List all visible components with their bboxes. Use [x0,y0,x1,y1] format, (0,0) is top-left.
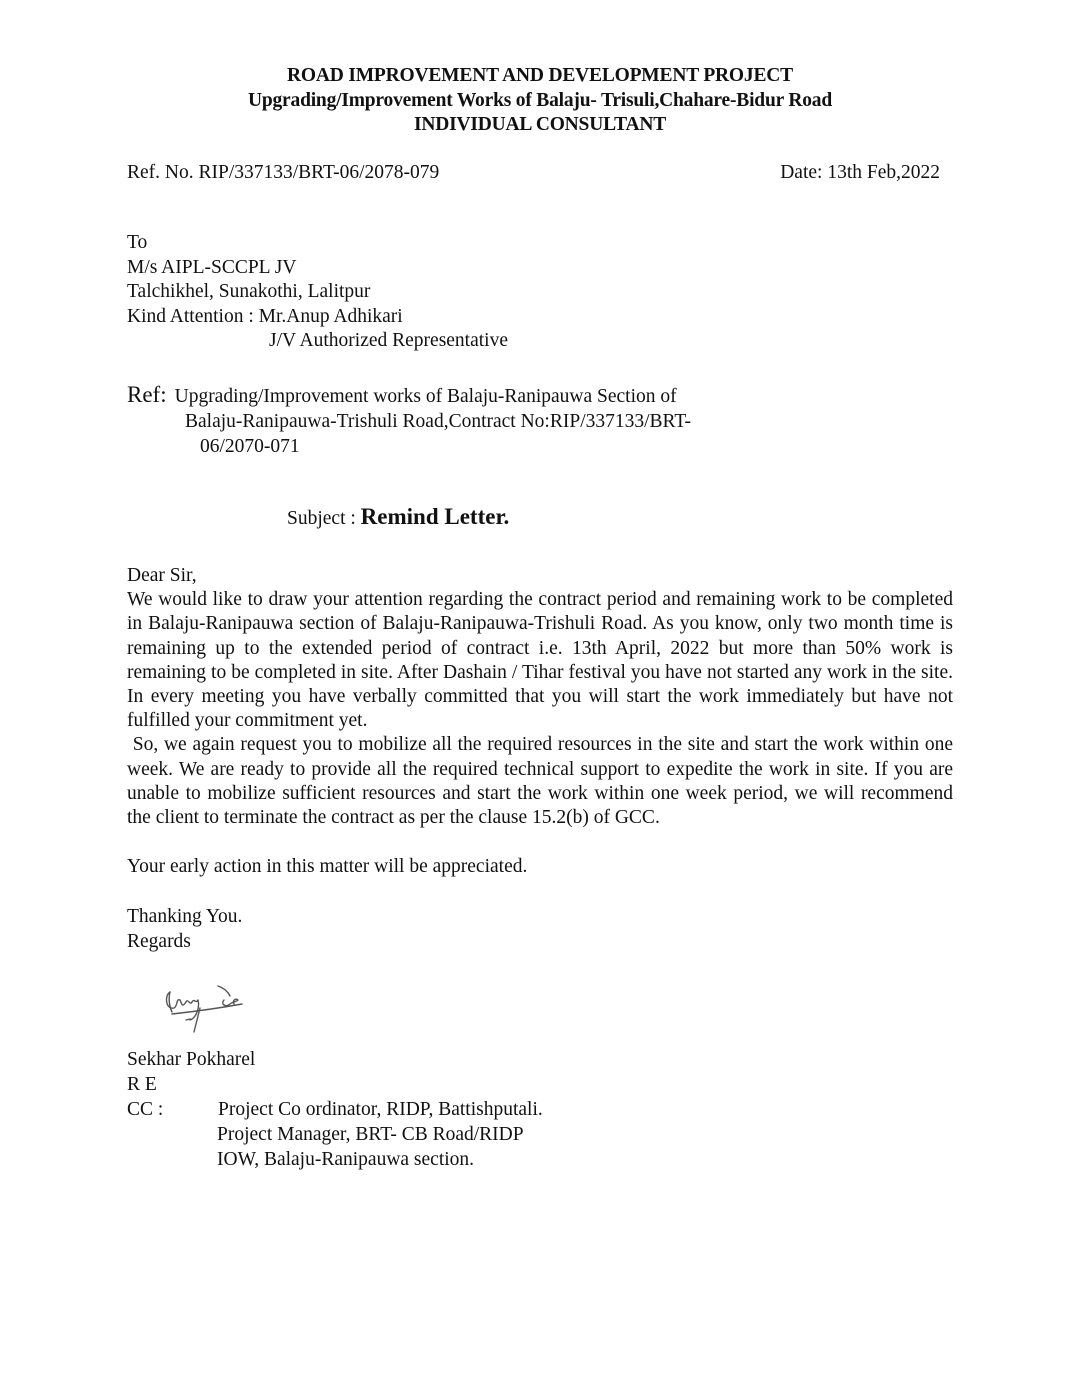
recipient-address: Talchikhel, Sunakothi, Lalitpur [127,281,371,302]
letter-date: Date: 13th Feb,2022 [780,162,940,183]
letterhead [0,64,1080,138]
recipient-block [127,231,508,354]
ref-label: Ref: [127,382,167,407]
recipient-attention: Kind Attention : Mr.Anup Adhikari [127,305,403,327]
recipient-name: M/s AIPL-SCCPL JV [127,256,297,278]
salutation: Dear Sir, [127,565,197,586]
signer-block [127,1047,543,1172]
ref-line-2: Balaju-Ranipauwa-Trishuli Road,Contract No:RIP/337133/BRT- [185,411,691,432]
closing-line: Your early action in this matter will be appreciated. [127,856,528,877]
subject-value: Remind Letter. [360,504,510,529]
ref-line-3: 06/2070-071 [200,436,300,457]
letterhead-project-title: ROAD IMPROVEMENT AND DEVELOPMENT PROJECT [287,65,793,86]
signer-name: Sekhar Pokharel [127,1049,256,1070]
cc-section [127,1097,543,1172]
cc-label: CC : [127,1099,164,1120]
signer-title: R E [127,1074,157,1095]
letterhead-consultant: INDIVIDUAL CONSULTANT [413,114,667,135]
cc-list [219,1097,543,1172]
recipient-designation: J/V Authorized Representative [269,330,508,351]
cc-item: Project Co ordinator, RIDP, Battishputali. [218,1099,543,1120]
reference-number: Ref. No. RIP/337133/BRT-06/2078-079 [127,162,440,183]
reference-line [127,161,940,185]
ref-line-1: Upgrading/Improvement works of Balaju-Ranipauwa Section of [174,386,677,407]
letter-body [127,564,953,830]
subject-label: Subject : [287,508,361,529]
subject-line [287,503,509,533]
ref-section [127,382,691,459]
cc-item: IOW, Balaju-Ranipauwa section. [217,1149,475,1170]
recipient-to: To [127,232,148,253]
letterhead-works-title: Upgrading/Improvement Works of Balaju- Trisuli,Chahare-Bidur Road [247,89,832,111]
body-paragraph-2: So, we again request you to mobilize all the required resources in the site and start the work within one week. We are ready to provide all the required technical support to expedite the work in site. If you are unable to mobilize sufficient resources and start the work within one week period, we will recommend the client to terminate the contract as per the clause 15.2(b) of GCC. [127,734,953,829]
body-paragraph-1: We would like to draw your attention regarding the contract period and remaining work to be completed in Balaju-Ranipauwa section of Balaju-Ranipauwa-Trishuli Road. As you know, only two month time is remaining up to the extended period of contract i.e. 13th April, 2022 but more than 50% work is remaining to be completed in site. After Dashain / Tihar festival you have not started any work in the site. In every meeting you have verbally committed that you will start the work immediately but have not fulfilled your commitment yet. [127,589,953,732]
signature-icon [160,978,250,1036]
regards-text: Regards [127,931,191,952]
cc-item: Project Manager, BRT- CB Road/RIDP [217,1124,524,1145]
thanks-block [127,904,242,954]
thanks-text: Thanking You. [127,906,243,927]
